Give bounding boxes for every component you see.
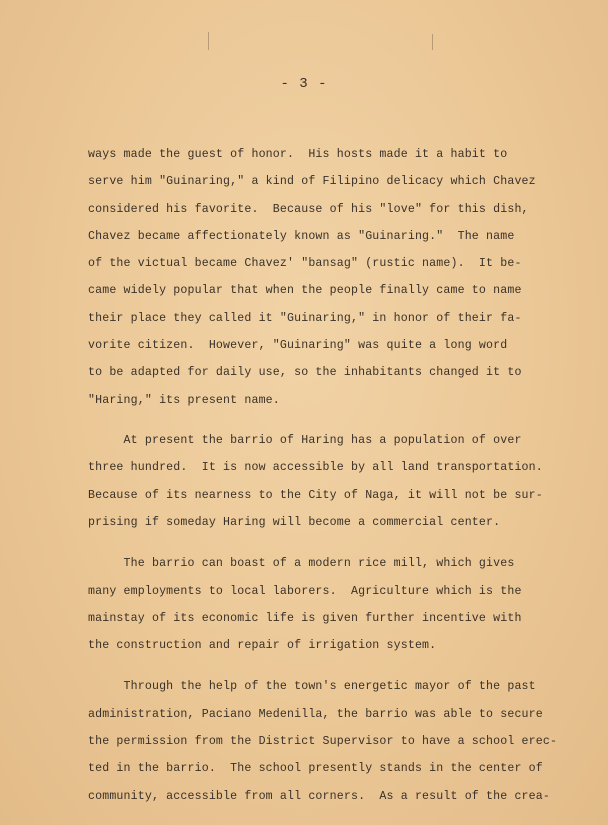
text-line: community, accessible from all corners. As a result of the crea- <box>88 790 550 803</box>
text-line: considered his favorite. Because of his "love" for this dish, <box>88 203 529 216</box>
paper-fold-mark <box>432 34 433 50</box>
text-line: administration, Paciano Medenilla, the barrio was able to secure <box>88 708 543 721</box>
text-line: of the victual became Chavez' "bansag" (rustic name). It be- <box>88 257 522 270</box>
text-line: Through the help of the town's energetic mayor of the past <box>88 680 536 693</box>
text-line: mainstay of its economic life is given further incentive with <box>88 612 522 625</box>
text-line: the permission from the District Supervisor to have a school erec- <box>88 735 558 748</box>
text-line: "Haring," its present name. <box>88 394 280 407</box>
text-line: Chavez became affectionately known as "Guinaring." The name <box>88 230 515 243</box>
text-line: At present the barrio of Haring has a population of over <box>88 434 522 447</box>
text-line: many employments to local laborers. Agriculture which is the <box>88 585 522 598</box>
text-line: prising if someday Haring will become a commercial center. <box>88 516 501 529</box>
text-line: serve him "Guinaring," a kind of Filipino delicacy which Chavez <box>88 175 536 188</box>
text-line: three hundred. It is now accessible by all land transportation. <box>88 461 543 474</box>
text-line: ways made the guest of honor. His hosts made it a habit to <box>88 148 508 161</box>
text-line: the construction and repair of irrigation system. <box>88 639 437 652</box>
text-line: vorite citizen. However, "Guinaring" was quite a long word <box>88 339 508 352</box>
text-line: came widely popular that when the people finally came to name <box>88 284 522 297</box>
text-line: their place they called it "Guinaring," in honor of their fa- <box>88 312 522 325</box>
paper-fold-mark <box>208 32 209 50</box>
text-line: The barrio can boast of a modern rice mill, which gives <box>88 557 515 570</box>
page-number: - 3 - <box>280 76 328 92</box>
text-line: ted in the barrio. The school presently stands in the center of <box>88 762 543 775</box>
text-line: Because of its nearness to the City of Naga, it will not be sur- <box>88 489 543 502</box>
text-line: to be adapted for daily use, so the inhabitants changed it to <box>88 366 522 379</box>
